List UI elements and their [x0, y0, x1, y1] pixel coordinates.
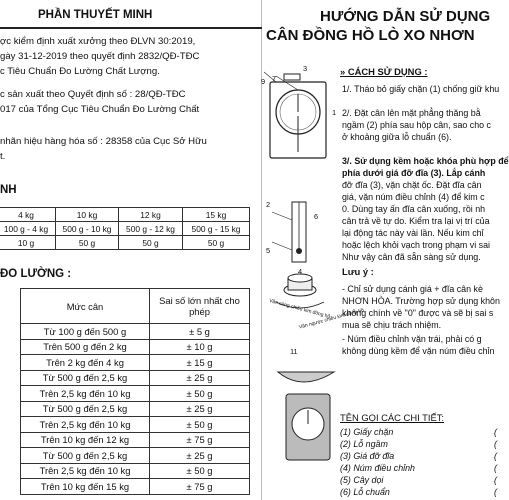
fig-number: 9 — [261, 77, 266, 86]
usage-line-4: ở khoảng giữa lỗ chuẩn (6). — [342, 132, 452, 142]
note-heading: Lưu ý : — [342, 266, 374, 277]
intro-line-3: c Tiêu Chuẩn Đo Lường Chất Lượng. — [0, 66, 160, 77]
error-table — [20, 288, 250, 495]
usage-heading: » CÁCH SỬ DỤNG : — [340, 66, 428, 77]
error-cell: ± 5 g — [150, 324, 250, 340]
error-cell: Trên 2,5 kg đến 10 kg — [21, 463, 150, 479]
table-row — [21, 463, 250, 479]
error-cell: ± 25 g — [150, 448, 250, 464]
error-cell: ± 50 g — [150, 386, 250, 402]
part-item: (2) Lỗ ngầm — [340, 439, 388, 449]
table-row — [0, 222, 250, 236]
usage-line-11: lại động tác này vài lần. Nếu kim chỉ — [342, 228, 484, 238]
fig-number: 4 — [298, 267, 303, 276]
spec-div-2: 50 g — [56, 236, 119, 250]
usage-line-5: 3/. Sử dụng kềm hoặc khóa phù hợp để — [342, 156, 509, 166]
error-cell: Trên 2,5 kg đến 10 kg — [21, 386, 150, 402]
fig-number: 7 — [272, 74, 277, 83]
manual-title-line-1: HƯỚNG DẪN SỬ DỤNG — [320, 8, 491, 25]
table-row — [21, 370, 250, 386]
part-item-cut: ( — [494, 451, 497, 461]
scale-illustrations — [262, 52, 342, 500]
spec-range-4: 500 g - 15 kg — [183, 222, 250, 236]
fig-number: 6 — [314, 212, 319, 221]
right-page — [261, 0, 509, 500]
error-cell: ± 25 g — [150, 401, 250, 417]
usage-line-8: giá, vặn núm điều chỉnh (4) để kim c — [342, 192, 485, 202]
intro-line-5: 017 của Tổng Cục Tiêu Chuẩn Đo Lường Chất — [0, 104, 200, 115]
fig-number: 5 — [266, 246, 271, 255]
part-item-cut: ( — [494, 475, 497, 485]
error-cell: Từ 500 g đến 2,5 kg — [21, 370, 150, 386]
usage-line-9: 0. Dùng tay ấn đĩa cân xuống, rồi nh — [342, 204, 486, 214]
section-spec-heading: NH — [0, 184, 17, 196]
part-item: (6) Lỗ chuẩn — [340, 487, 390, 497]
part-item-cut: ( — [494, 463, 497, 473]
heading-rule — [0, 27, 262, 29]
error-cell: Trên 500 g đến 2 kg — [21, 339, 150, 355]
usage-line-3: ngầm (2) phía sau hộp cân, sao cho c — [342, 120, 491, 130]
fig-number: 2 — [266, 200, 271, 209]
spec-header-2: 10 kg — [56, 208, 119, 222]
error-cell: ± 15 g — [150, 355, 250, 371]
intro-line-7: t. — [0, 151, 6, 162]
table-row — [21, 339, 250, 355]
usage-line-10: cân trả về tự do. Kiểm tra lại vị trí của — [342, 216, 490, 226]
error-header-tolerance: Sai số lớn nhất cho phép — [150, 289, 250, 324]
usage-line-7: đỡ đĩa (3), vặn chặt ốc. Đặt đĩa cân — [342, 180, 482, 190]
part-item-cut: ( — [494, 487, 497, 497]
spec-div-3: 50 g — [119, 236, 183, 250]
intro-line-6: nhãn hiệu hàng hóa số : 28358 của Cục Sở Hữu — [0, 136, 207, 147]
usage-line-2: 2/. Đặt cân lên mặt phẳng thăng bằ — [342, 108, 481, 118]
plumb-line-illustration — [272, 202, 306, 262]
note-line-6: không dùng kềm để vặn núm điều chỉn — [342, 346, 495, 356]
error-cell: ± 10 g — [150, 339, 250, 355]
usage-line-13: Như vậy cân đã sẵn sàng sử dụng. — [342, 252, 481, 262]
error-cell: ± 75 g — [150, 432, 250, 448]
note-line-3: không chính về "0" được và sẽ bị sai s — [342, 308, 494, 318]
error-cell: Từ 100 g đến 500 g — [21, 324, 150, 340]
spec-range-3: 500 g - 12 kg — [119, 222, 183, 236]
note-line-2: NHƠN HÒA. Trường hợp sử dụng khôn — [342, 296, 500, 306]
part-item: (1) Giấy chặn — [340, 427, 394, 437]
spec-header-4: 15 kg — [183, 208, 250, 222]
table-row — [0, 208, 250, 222]
table-row — [21, 324, 250, 340]
part-item-cut: ( — [494, 427, 497, 437]
part-item: (5) Cây dọi — [340, 475, 384, 485]
parts-heading: TÊN GỌI CÁC CHI TIẾT: — [340, 412, 445, 423]
table-row — [21, 401, 250, 417]
spec-range-1: 100 g - 4 kg — [0, 222, 56, 236]
error-cell: ± 50 g — [150, 463, 250, 479]
usage-line-1: 1/. Tháo bỏ giấy chặn (1) chống giữ khu — [342, 84, 500, 94]
usage-line-6: phía dưới giá đỡ đĩa (3). Lắp cánh — [342, 168, 486, 178]
table-row — [0, 236, 250, 250]
spec-header-1: 4 kg — [0, 208, 56, 222]
intro-line-4: c sản xuất theo Quyết định số : 28/QĐ-TĐC — [0, 89, 186, 100]
table-row — [21, 479, 250, 495]
spec-range-2: 500 g - 10 kg — [56, 222, 119, 236]
scale-front-illustration — [264, 72, 326, 158]
table-row — [21, 432, 250, 448]
error-cell: ± 50 g — [150, 417, 250, 433]
note-line-5: - Núm điều chỉnh vặn trái, phải có g — [342, 334, 482, 344]
section-error-heading: ĐO LƯỜNG : — [0, 268, 72, 280]
table-row — [21, 355, 250, 371]
error-header-level: Mức cân — [21, 289, 150, 324]
intro-line-2: gày 31-12-2019 theo quyết định 2832/QĐ-TĐC — [0, 51, 200, 62]
error-cell: Trên 10 kg đến 15 kg — [21, 479, 150, 495]
part-item: (3) Giá đỡ đĩa — [340, 451, 395, 461]
manual-title-line-2: CÂN ĐỒNG HỒ LÒ XO NHƠN — [266, 27, 475, 44]
left-heading: PHẦN THUYẾT MINH — [38, 9, 153, 21]
table-row — [21, 386, 250, 402]
fig-number: 3 — [303, 64, 308, 73]
error-cell: Từ 500 g đến 2,5 kg — [21, 401, 150, 417]
spec-table — [0, 207, 250, 250]
part-item-cut: ( — [494, 439, 497, 449]
table-row — [21, 289, 250, 324]
intro-line-1: ợc kiểm định xuất xưởng theo ĐLVN 30:2019, — [0, 36, 196, 47]
spec-div-4: 50 g — [183, 236, 250, 250]
table-row — [21, 448, 250, 464]
scale-with-bowl-illustration — [278, 372, 334, 460]
note-line-4: mua sẽ chịu trách nhiệm. — [342, 320, 442, 330]
error-cell: Từ 500 g đến 2,5 kg — [21, 448, 150, 464]
table-row — [21, 417, 250, 433]
knob-text-right: Vặn ngược chiều kim đồng hồ — [298, 307, 365, 331]
error-cell: Trên 10 kg đến 12 kg — [21, 432, 150, 448]
usage-line-12: hoặc lệch khỏi vạch trong phạm vi sai — [342, 240, 490, 250]
spec-header-3: 12 kg — [119, 208, 183, 222]
error-cell: ± 25 g — [150, 370, 250, 386]
error-cell: ± 75 g — [150, 479, 250, 495]
spec-div-1: 10 g — [0, 236, 56, 250]
error-cell: Trên 2 kg đến 4 kg — [21, 355, 150, 371]
note-line-1: - Chỉ sử dụng cánh giá + đĩa cân kè — [342, 284, 483, 294]
knob-text-left: Vặn cùng chiều kim đồng hồ — [268, 297, 331, 321]
fig-number: 11 — [290, 347, 298, 356]
part-item: (4) Núm điều chỉnh — [340, 463, 415, 473]
fig-number: 1 — [332, 108, 337, 117]
error-cell: Trên 2,5 kg đến 10 kg — [21, 417, 150, 433]
